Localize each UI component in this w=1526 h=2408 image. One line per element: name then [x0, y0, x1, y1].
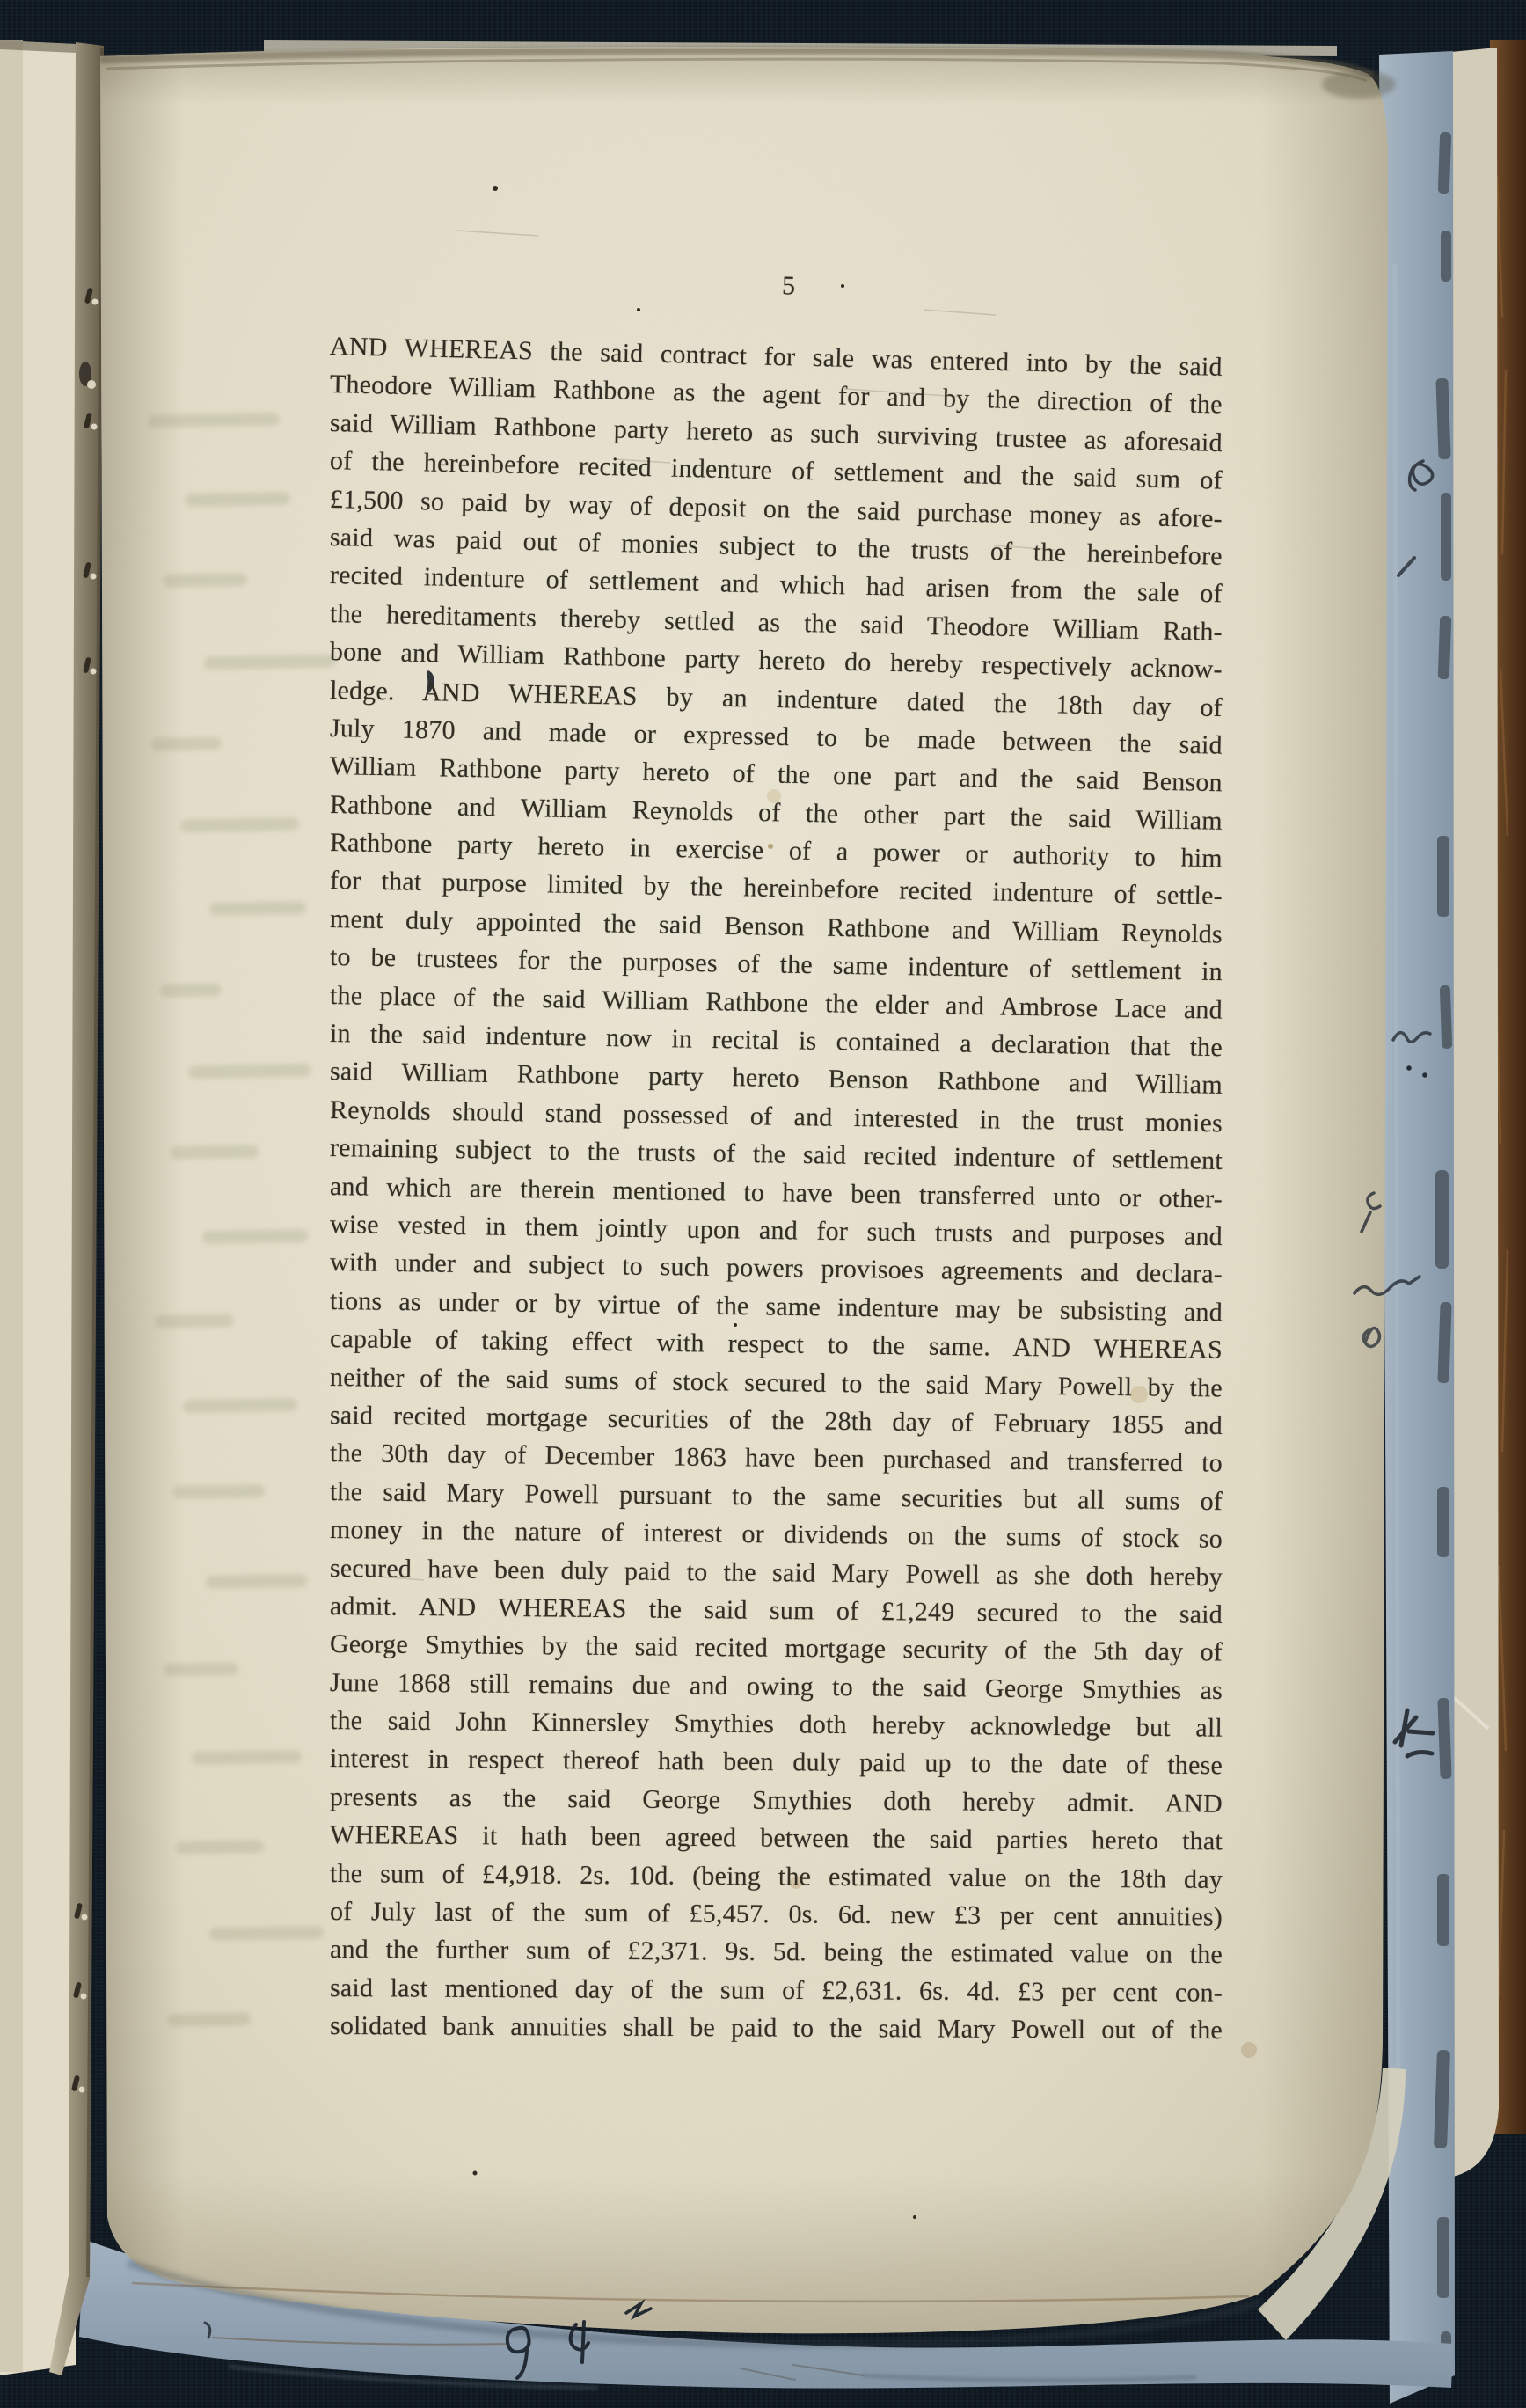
text-line: George Smythies by the said recited mortgage security of the 5th day of: [329, 1629, 1223, 1667]
text-line: the sum of £4,918. 2s. 10d. (being the estimated value on the 18th day: [329, 1858, 1223, 1894]
text-line: ledge. AND WHEREAS by an indenture dated the 18th day of: [329, 675, 1223, 722]
body-text: [330, 327, 1223, 2046]
text-line: money in the nature of interest or dividends on the sums of stock so: [329, 1515, 1223, 1554]
text-line: tions as under or by virtue of the same indenture may be subsisting and: [329, 1285, 1223, 1328]
text-line: said William Rathbone party hereto as such surviving trustee as aforesaid: [329, 407, 1223, 457]
text-line: WHEREAS it hath been agreed between the said parties hereto that: [329, 1820, 1223, 1856]
text-line: AND WHEREAS the said contract for sale was entered into by the said: [329, 332, 1223, 382]
text-line: solidated bank annuities shall be paid to the said Mary Powell out of the: [329, 2011, 1223, 2046]
page-number: 5: [781, 271, 796, 301]
text-line: to be trustees for the purposes of the same indenture of settlement in: [329, 942, 1223, 987]
text-line: secured have been duly paid to the said Mary Powell as she doth hereby: [329, 1553, 1223, 1592]
text-line: William Rathbone party hereto of the one part and the said Benson: [329, 751, 1223, 798]
text-line: said recited mortgage securities of the 28th day of February 1855 and: [329, 1400, 1223, 1440]
text-line: the place of the said William Rathbone the elder and Ambrose Lace and: [329, 980, 1223, 1025]
text-line: neither of the said sums of stock secured to the said Mary Powell by the: [329, 1362, 1223, 1402]
text-line: said was paid out of monies subject to the trusts of the hereinbefore: [329, 522, 1223, 571]
text-line: ment duly appointed the said Benson Rathbone and William Reynolds: [329, 904, 1223, 949]
text-line: Rathbone and William Reynolds of the other part the said William: [329, 789, 1223, 836]
text-line: remaining subject to the trusts of the said recited indenture of settlement: [329, 1133, 1223, 1176]
text-line: presents as the said George Smythies doth hereby admit. AND: [329, 1782, 1223, 1819]
blue-page-edge-right: [1379, 51, 1455, 2404]
text-line: said William Rathbone party hereto Benson Rathbone and William: [329, 1057, 1223, 1101]
text-line: wise vested in them jointly upon and for such trusts and purposes and: [329, 1209, 1223, 1252]
text-line: with under and subject to such powers provisoes agreements and declara-: [329, 1248, 1223, 1290]
text-line: the said John Kinnersley Smythies doth hereby acknowledge but all: [329, 1706, 1223, 1743]
text-line: the hereditaments thereby settled as the said Theodore William Rath-: [329, 598, 1223, 647]
text-line: Reynolds should stand possessed of and interested in the trust monies: [329, 1094, 1223, 1138]
text-line: and which are therein mentioned to have been transferred unto or other-: [329, 1171, 1223, 1214]
text-line: and the further sum of £2,371. 9s. 5d. being the estimated value on the: [329, 1935, 1223, 1970]
text-line: in the said indenture now in recital is contained a declaration that the: [329, 1019, 1223, 1063]
text-line: for that purpose limited by the hereinbefore recited indenture of settle-: [329, 866, 1223, 911]
text-line: the 30th day of December 1863 have been purchased and transferred to: [329, 1438, 1223, 1478]
text-line: admit. AND WHEREAS the said sum of £1,249 secured to the said: [329, 1591, 1223, 1629]
previous-leaf-edge: [0, 40, 76, 2375]
text-line: capable of taking effect with respect to the same. AND WHEREAS: [329, 1324, 1223, 1365]
text-line: the said Mary Powell pursuant to the same securities but all sums of: [329, 1476, 1223, 1516]
text-line: Rathbone party hereto in exercise of a power or authority to him: [329, 828, 1223, 874]
text-line: said last mentioned day of the sum of £2,631. 6s. 4d. £3 per cent con-: [329, 1973, 1223, 2008]
text-line: July 1870 and made or expressed to be made between the said: [329, 713, 1223, 760]
text-line: of the hereinbefore recited indenture of settlement and the said sum of: [329, 446, 1223, 495]
text-line: Theodore William Rathbone as the agent for and by the direction of the: [329, 370, 1223, 420]
text-line: interest in respect thereof hath been duly paid up to the date of these: [329, 1744, 1223, 1781]
text-line: £1,500 so paid by way of deposit on the said purchase money as afore-: [329, 484, 1223, 533]
text-line: recited indenture of settlement and which had arisen from the sale of: [329, 560, 1223, 609]
text-line: of July last of the sum of £5,457. 0s. 6d. new £3 per cent annuities): [329, 1897, 1223, 1932]
deed-body: [330, 262, 1223, 2046]
text-line: June 1868 still remains due and owing to the said George Smythies as: [329, 1667, 1223, 1705]
text-line: bone and William Rathbone party hereto do hereby respectively acknow-: [329, 637, 1223, 684]
